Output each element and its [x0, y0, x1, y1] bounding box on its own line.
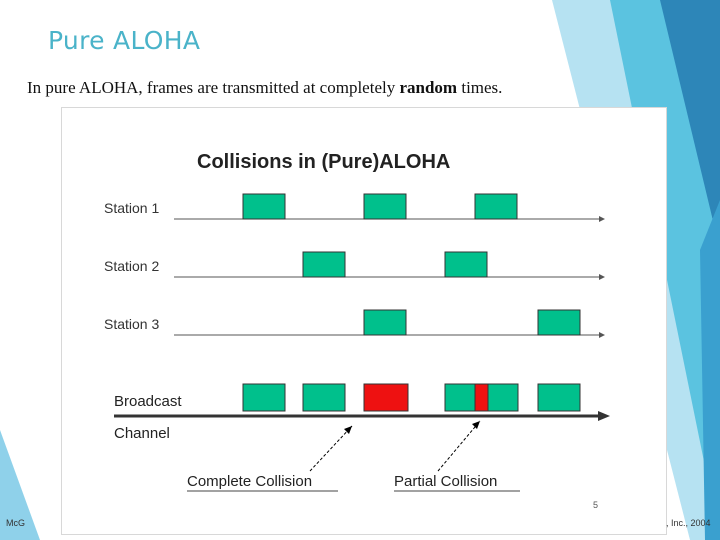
- station-label: Station 3: [104, 316, 160, 332]
- footer-copyright-left: McG: [6, 518, 25, 528]
- station-timelines: [104, 194, 605, 338]
- station-label: Station 1: [104, 200, 160, 216]
- station-frame: [445, 252, 487, 277]
- channel-collision-frame: [364, 384, 408, 411]
- partial-collision-label: Partial Collision: [394, 473, 498, 490]
- channel-timeline-arrowhead: [598, 411, 610, 421]
- partial-collision-arrowhead: [472, 421, 480, 429]
- station-label: Station 2: [104, 258, 160, 274]
- diagram-title: Collisions in (Pure)ALOHA: [197, 151, 451, 173]
- aloha-diagram: [61, 107, 667, 535]
- slide-title: Pure ALOHA: [48, 26, 201, 55]
- channel-frame: [445, 384, 475, 411]
- slide-subtitle: [27, 78, 502, 98]
- figure-page-number: 5: [593, 500, 599, 510]
- channel-label-broadcast: Broadcast: [114, 393, 182, 410]
- station-timeline-arrowhead: [599, 216, 605, 222]
- station-timeline-arrowhead: [599, 332, 605, 338]
- subtitle-text-end: times.: [457, 78, 503, 97]
- partial-collision-pointer: [438, 421, 480, 471]
- channel-frame: [538, 384, 580, 411]
- broadcast-channel: [114, 384, 610, 421]
- channel-label-channel: Channel: [114, 425, 170, 442]
- diagram-canvas: [62, 108, 666, 534]
- station-frame: [538, 310, 580, 335]
- subtitle-bold-word: random: [399, 78, 458, 97]
- complete-collision-pointer: [310, 426, 352, 471]
- footer-copyright-right: , Inc., 2004: [666, 518, 711, 528]
- station-frame: [364, 310, 406, 335]
- channel-frame: [243, 384, 285, 411]
- complete-collision-label: Complete Collision: [187, 473, 313, 490]
- station-frame: [303, 252, 345, 277]
- station-timeline-arrowhead: [599, 274, 605, 280]
- channel-collision-frame: [475, 384, 488, 411]
- channel-frame: [303, 384, 345, 411]
- station-frame: [364, 194, 406, 219]
- station-frame: [475, 194, 517, 219]
- station-frame: [243, 194, 285, 219]
- subtitle-text-start: In pure ALOHA, frames are transmitted at completely: [27, 78, 400, 97]
- channel-frame: [488, 384, 518, 411]
